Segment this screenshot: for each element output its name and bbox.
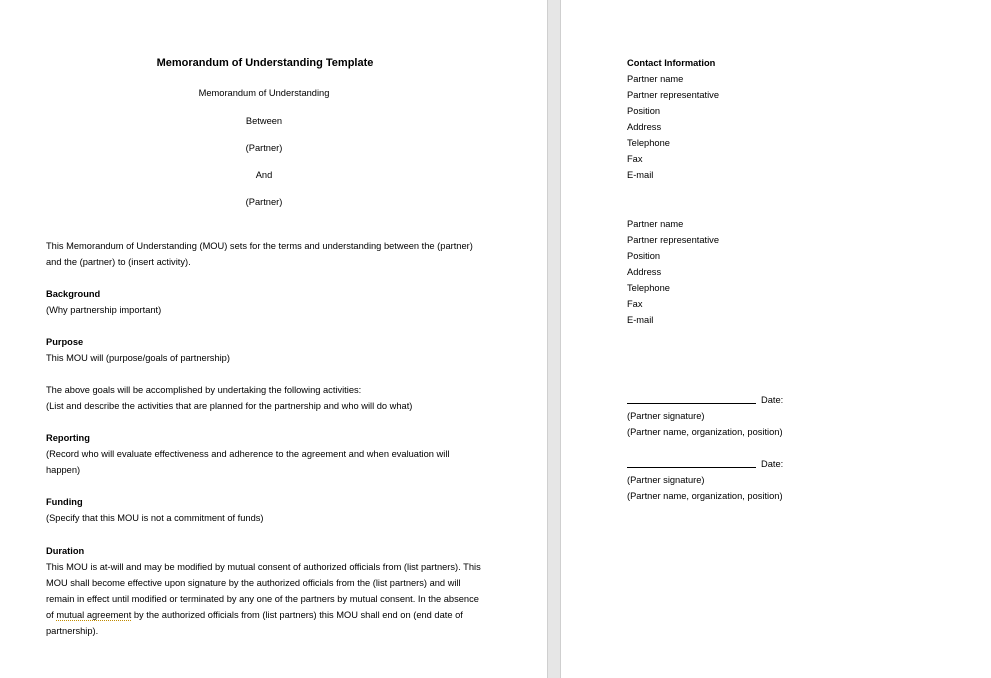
contact2-fax: Fax (627, 299, 643, 309)
duration-line-4 (46, 607, 463, 623)
reporting-heading: Reporting (46, 433, 90, 443)
purpose-text: This MOU will (purpose/goals of partnership) (46, 353, 230, 363)
contact1-address: Address (627, 122, 662, 132)
contact-heading: Contact Information (627, 58, 716, 68)
duration-line-2: MOU shall become effective upon signature by the authorized officials from the (list partners) and will (46, 578, 461, 588)
partner-signature-2: (Partner signature) (627, 475, 705, 485)
contact1-fax: Fax (627, 154, 643, 164)
funding-text: (Specify that this MOU is not a commitment of funds) (46, 513, 264, 523)
partner-placeholder-1: (Partner) (245, 143, 283, 153)
background-heading: Background (46, 289, 101, 299)
date-label-2: Date: (761, 459, 784, 469)
funding-heading: Funding (46, 497, 83, 507)
signature-line-1 (627, 403, 756, 404)
background-text: (Why partnership important) (46, 305, 162, 315)
duration-line-3: remain in effect until modified or terminated by any one of the partners by mutual consent. In the absence (46, 594, 479, 604)
contact1-telephone: Telephone (627, 138, 670, 148)
document-page-right (561, 0, 991, 678)
duration-line-5: partnership). (46, 626, 99, 636)
activities-line-1: The above goals will be accomplished by undertaking the following activities: (46, 385, 362, 395)
contact2-telephone: Telephone (627, 283, 670, 293)
activities-line-2: (List and describe the activities that are planned for the partnership and who will do what) (46, 401, 413, 411)
reporting-line-1: (Record who will evaluate effectiveness and adherence to the agreement and when evaluation will (46, 449, 450, 459)
contact1-partner-name: Partner name (627, 74, 684, 84)
contact1-email: E-mail (627, 170, 654, 180)
intro-line-2: and the (partner) to (insert activity). (46, 257, 191, 267)
duration-line-4-pre: of (46, 610, 57, 620)
document-title: Memorandum of Understanding Template (156, 57, 374, 69)
duration-heading: Duration (46, 546, 85, 556)
duration-line-1: This MOU is at-will and may be modified by mutual consent of authorized officials from (list partners). This (46, 562, 481, 572)
contact2-email: E-mail (627, 315, 654, 325)
reporting-line-2: happen) (46, 465, 81, 475)
contact2-address: Address (627, 267, 662, 277)
and-label: And (255, 170, 273, 180)
duration-line-4-post: by the authorized officials from (list partners) this MOU shall end on (end date of (131, 610, 463, 620)
partner-name-org-2: (Partner name, organization, position) (627, 491, 783, 501)
intro-line-1: This Memorandum of Understanding (MOU) sets for the terms and understanding between the (partner) (46, 241, 473, 251)
purpose-heading: Purpose (46, 337, 84, 347)
date-label-1: Date: (761, 395, 784, 405)
contact2-position: Position (627, 251, 661, 261)
contact2-partner-representative: Partner representative (627, 235, 719, 245)
contact1-position: Position (627, 106, 661, 116)
page-separator (547, 0, 561, 678)
partner-name-org-1: (Partner name, organization, position) (627, 427, 783, 437)
contact2-partner-name: Partner name (627, 219, 684, 229)
between-label: Between (245, 116, 283, 126)
signature-line-2 (627, 467, 756, 468)
contact1-partner-representative: Partner representative (627, 90, 719, 100)
partner-signature-1: (Partner signature) (627, 411, 705, 421)
mou-subtitle: Memorandum of Understanding (198, 88, 330, 98)
partner-placeholder-2: (Partner) (245, 197, 283, 207)
grammar-flagged-text[interactable]: mutual agreement (56, 610, 132, 620)
